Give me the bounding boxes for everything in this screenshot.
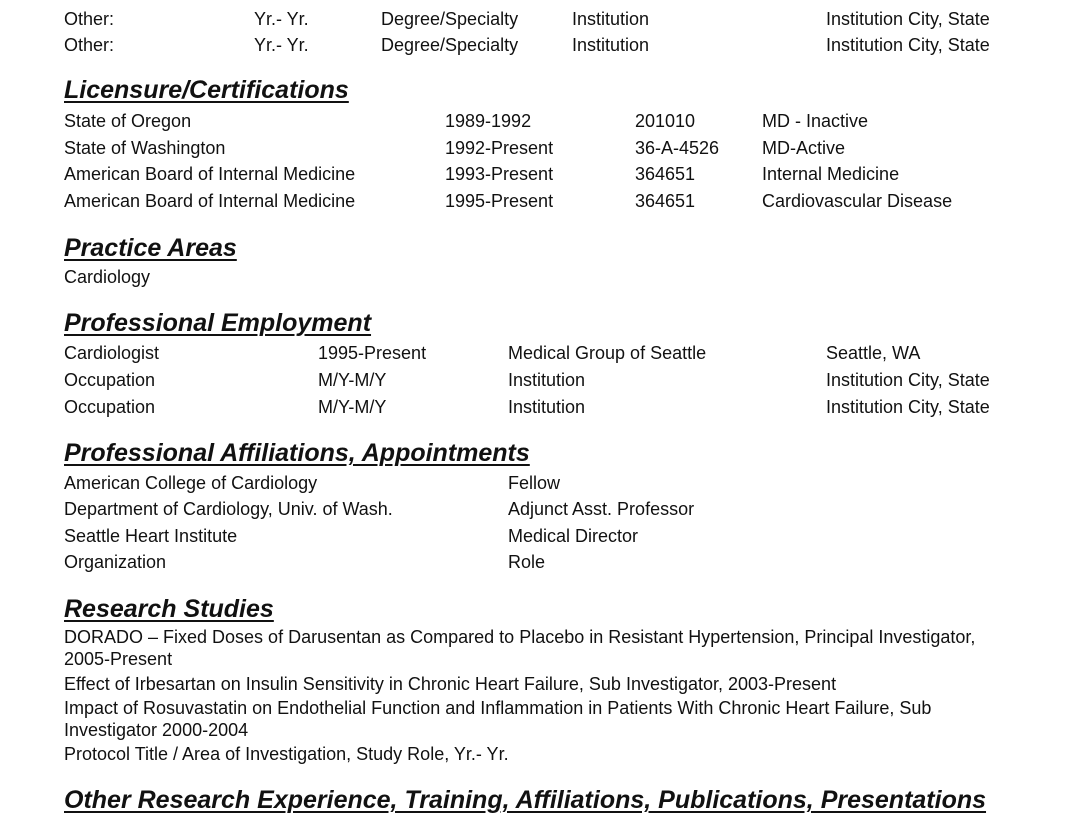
affiliation-row <box>0 471 1080 497</box>
organization: Institution <box>508 397 586 417</box>
status: Internal Medicine <box>762 164 900 184</box>
research-item: Effect of Irbesartan on Insulin Sensitivity in Chronic Heart Failure, Sub Investigator, 2003-Present <box>64 674 837 694</box>
status: Cardiovascular Disease <box>762 191 953 211</box>
affiliation-row <box>0 550 1080 576</box>
affiliations-heading: Professional Affiliations, Appointments <box>64 439 530 467</box>
research-item: Protocol Title / Area of Investigation, Study Role, Yr.- Yr. <box>64 744 509 764</box>
job-title: Occupation <box>64 397 156 417</box>
board-name: State of Oregon <box>64 111 192 131</box>
status: MD - Inactive <box>762 111 869 131</box>
label: Other: <box>64 9 115 29</box>
location: Institution City, State <box>826 397 990 417</box>
job-title: Cardiologist <box>64 343 160 363</box>
job-title: Occupation <box>64 370 156 390</box>
organization: American College of Cardiology <box>64 473 318 493</box>
role: Role <box>508 552 546 572</box>
location: Institution City, State <box>826 370 990 390</box>
dates: M/Y-M/Y <box>318 370 387 390</box>
years: 1989-1992 <box>445 111 532 131</box>
license-number: 201010 <box>635 111 696 131</box>
location: Institution City, State <box>826 35 990 55</box>
role: Medical Director <box>508 526 639 546</box>
board-name: American Board of Internal Medicine <box>64 191 356 211</box>
years: 1993-Present <box>445 164 554 184</box>
education-other-row <box>0 33 1080 59</box>
years: 1995-Present <box>445 191 554 211</box>
practice-area: Cardiology <box>64 267 151 287</box>
employment-heading: Professional Employment <box>64 309 372 337</box>
education-other-row <box>0 7 1080 33</box>
practice-heading: Practice Areas <box>64 234 237 262</box>
license-number: 36-A-4526 <box>635 138 720 158</box>
organization: Institution <box>508 370 586 390</box>
role: Adjunct Asst. Professor <box>508 499 695 519</box>
location: Institution City, State <box>826 9 990 29</box>
organization: Department of Cardiology, Univ. of Wash. <box>64 499 393 519</box>
dates: 1995-Present <box>318 343 427 363</box>
research-heading: Research Studies <box>64 595 274 623</box>
license-number: 364651 <box>635 164 696 184</box>
licensure-heading: Licensure/Certifications <box>64 76 349 104</box>
years: 1992-Present <box>445 138 554 158</box>
degree: Degree/Specialty <box>381 35 519 55</box>
organization: Organization <box>64 552 167 572</box>
affiliation-row <box>0 497 1080 523</box>
licensure-row <box>0 109 1080 135</box>
license-number: 364651 <box>635 191 696 211</box>
other-heading: Other Research Experience, Training, Affiliations, Publications, Presentations <box>64 786 987 814</box>
status: MD-Active <box>762 138 846 158</box>
employment-row <box>0 395 1080 421</box>
affiliation-row <box>0 524 1080 550</box>
licensure-row <box>0 189 1080 215</box>
board-name: American Board of Internal Medicine <box>64 164 356 184</box>
practice-item <box>0 265 1080 291</box>
label: Other: <box>64 35 115 55</box>
role: Fellow <box>508 473 561 493</box>
organization: Seattle Heart Institute <box>64 526 238 546</box>
licensure-row <box>0 136 1080 162</box>
organization: Medical Group of Seattle <box>508 343 707 363</box>
institution: Institution <box>572 9 650 29</box>
licensure-row <box>0 162 1080 188</box>
employment-row <box>0 368 1080 394</box>
employment-row <box>0 341 1080 367</box>
institution: Institution <box>572 35 650 55</box>
years: Yr.- Yr. <box>254 9 309 29</box>
dates: M/Y-M/Y <box>318 397 387 417</box>
degree: Degree/Specialty <box>381 9 519 29</box>
research-item: DORADO – Fixed Doses of Darusentan as Compared to Placebo in Resistant Hypertension, Principal Investigator, 2005-Present <box>64 627 976 669</box>
board-name: State of Washington <box>64 138 226 158</box>
location: Seattle, WA <box>826 343 921 363</box>
years: Yr.- Yr. <box>254 35 309 55</box>
research-item: Impact of Rosuvastatin on Endothelial Function and Inflammation in Patients With Chronic Heart Failure, Sub Investigator 2000-2004 <box>64 698 932 740</box>
